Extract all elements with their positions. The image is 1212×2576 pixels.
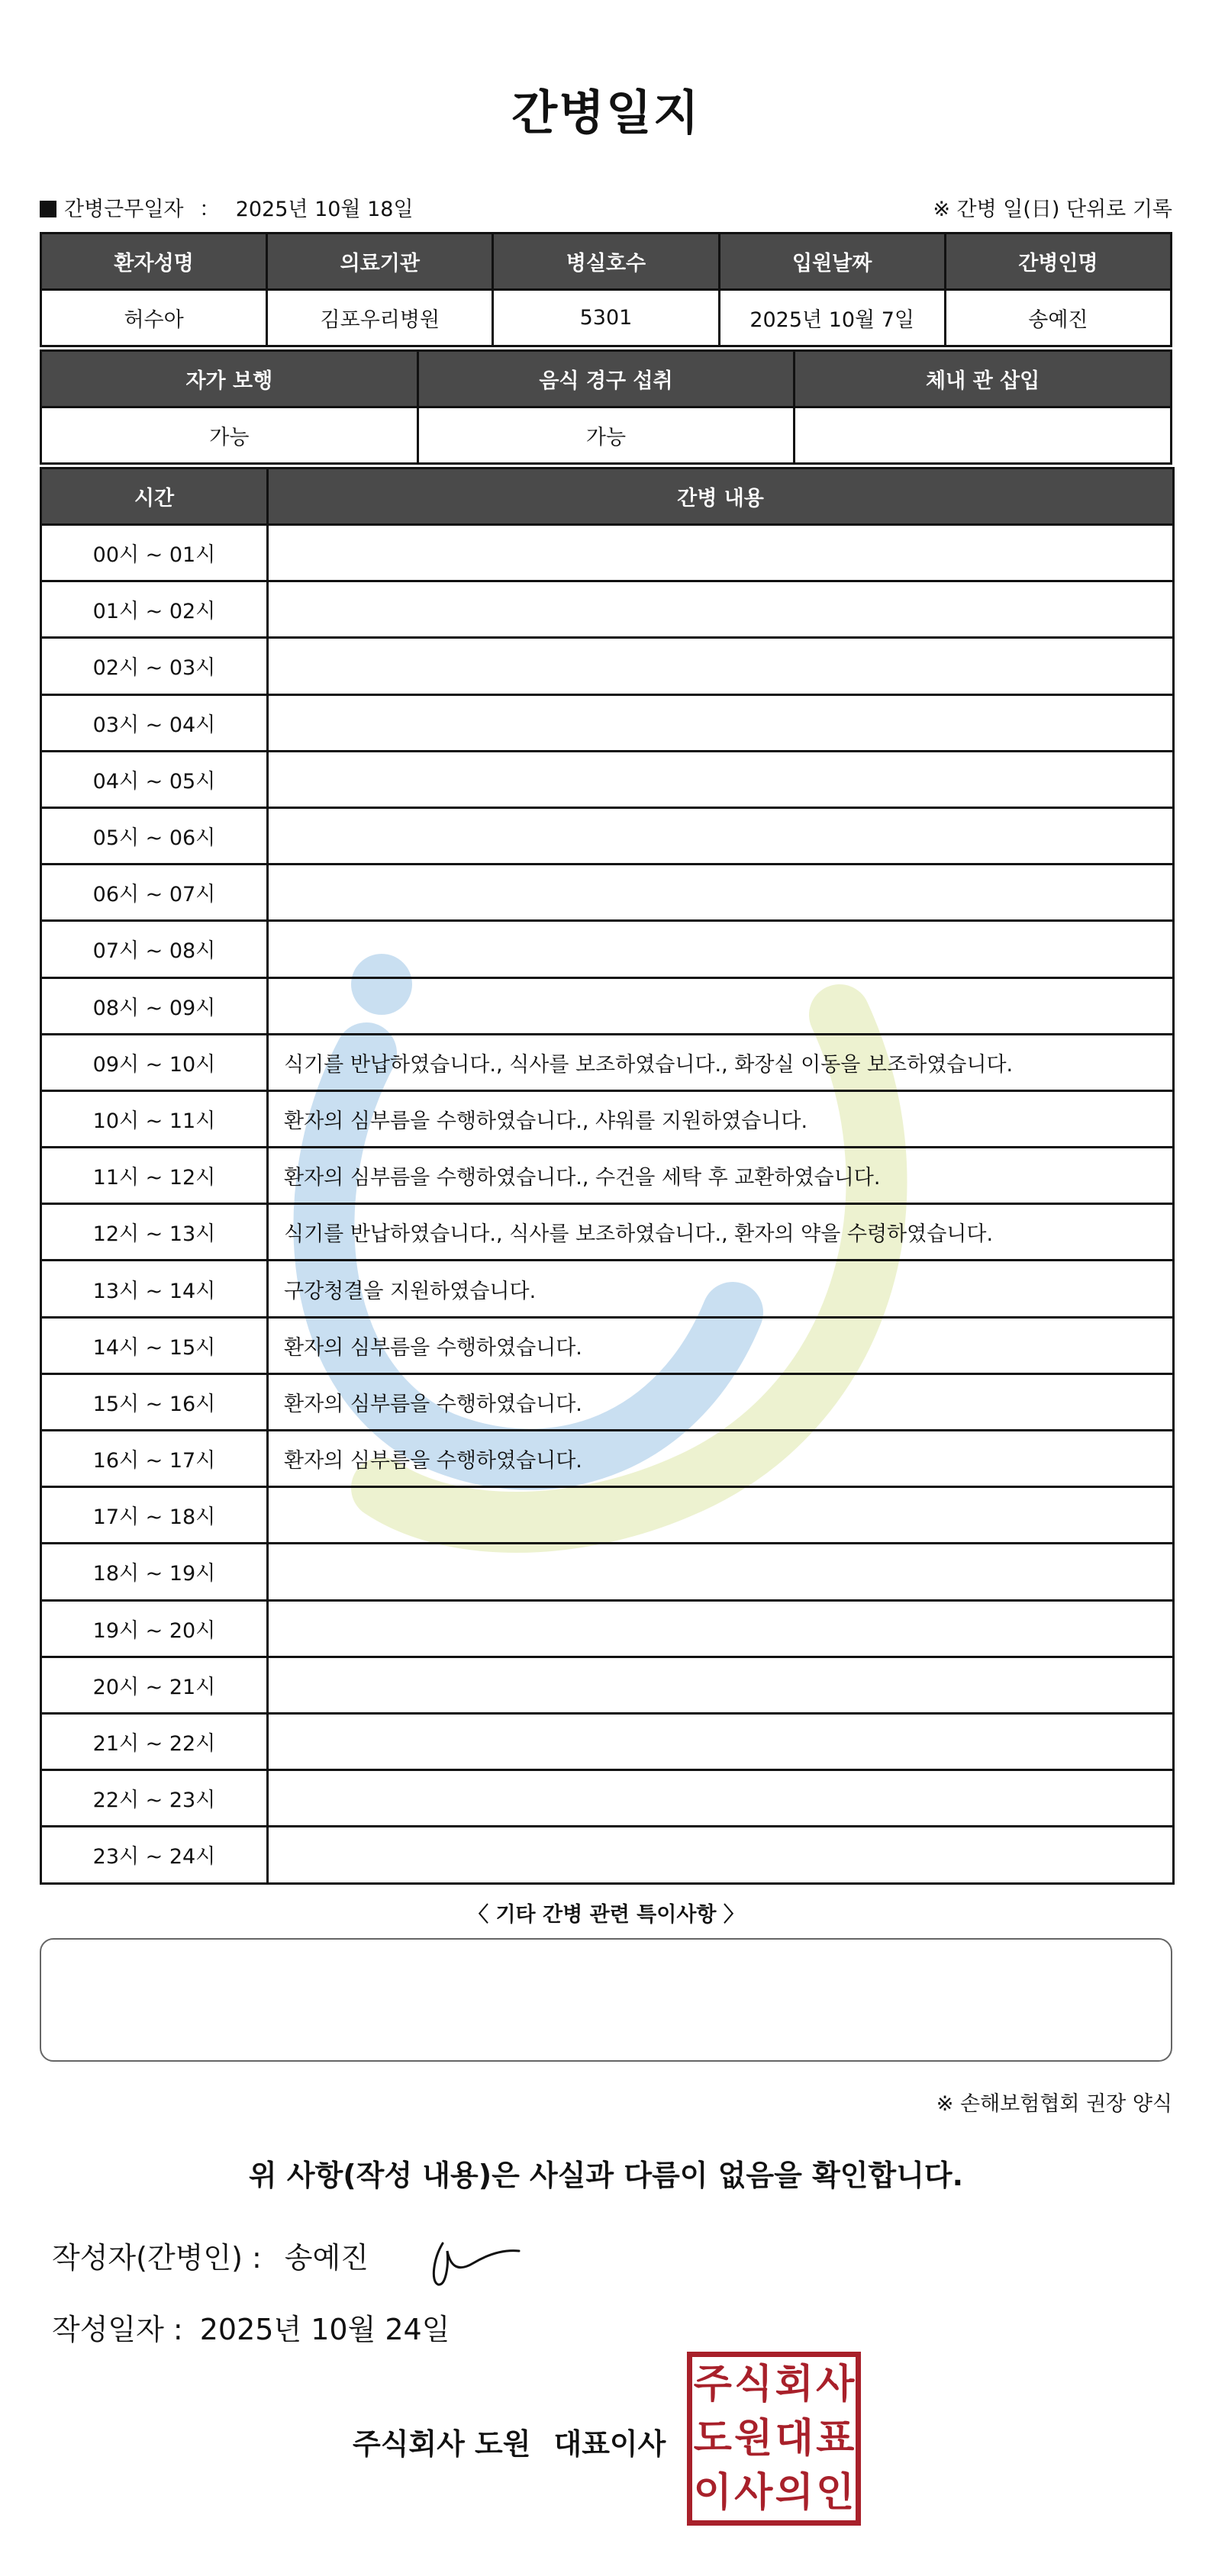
log-time: 23시 ~ 24시 xyxy=(41,1827,268,1883)
log-time: 01시 ~ 02시 xyxy=(41,581,268,638)
log-content: 환자의 심부름을 수행하였습니다., 수건을 세탁 후 교환하였습니다. xyxy=(268,1148,1174,1204)
log-content: 환자의 심부름을 수행하였습니다. xyxy=(268,1431,1174,1487)
header-time: 시간 xyxy=(41,469,268,525)
log-content xyxy=(268,1487,1174,1544)
log-row xyxy=(41,1657,1174,1713)
self-walking-value: 가능 xyxy=(41,407,418,464)
seal-glyph: 사 xyxy=(734,2470,773,2516)
company-seal xyxy=(687,2352,861,2526)
log-time: 11시 ~ 12시 xyxy=(41,1148,268,1204)
log-content xyxy=(268,1657,1174,1713)
work-date-value: 2025년 10월 18일 xyxy=(235,198,414,221)
square-bullet-icon xyxy=(40,201,56,217)
page-title: 간병일지 xyxy=(511,85,701,140)
ability-table xyxy=(40,349,1172,465)
header-oral-intake: 음식 경구 섭취 xyxy=(417,351,795,407)
header-admission-date: 입원날짜 xyxy=(719,233,945,290)
write-date-line xyxy=(52,2306,450,2348)
log-row xyxy=(41,751,1174,807)
log-content: 환자의 심부름을 수행하였습니다. xyxy=(268,1373,1174,1430)
log-content xyxy=(268,1713,1174,1769)
seal-glyph: 이 xyxy=(693,2470,732,2516)
log-time: 02시 ~ 03시 xyxy=(41,638,268,694)
log-content: 구강청결을 지원하였습니다. xyxy=(268,1261,1174,1317)
log-content: 식기를 반납하였습니다., 식사를 보조하였습니다., 화장실 이동을 보조하였습니다. xyxy=(268,1034,1174,1090)
hourly-log-table xyxy=(40,467,1175,1885)
log-row xyxy=(41,1827,1174,1883)
tube-insertion-value xyxy=(795,407,1172,464)
patient-info-table xyxy=(40,232,1172,347)
log-content: 환자의 심부름을 수행하였습니다., 샤워를 지원하였습니다. xyxy=(268,1090,1174,1147)
header-institution: 의료기관 xyxy=(267,233,493,290)
company-name: 주식회사 도원 xyxy=(353,2427,531,2461)
patient-name: 허수아 xyxy=(41,290,267,346)
log-time: 16시 ~ 17시 xyxy=(41,1431,268,1487)
notes-box xyxy=(40,1938,1172,2062)
log-time: 03시 ~ 04시 xyxy=(41,694,268,751)
log-row xyxy=(41,1261,1174,1317)
log-content xyxy=(268,525,1174,581)
log-row xyxy=(41,694,1174,751)
header-tube-insertion: 체내 관 삽입 xyxy=(795,351,1172,407)
log-content xyxy=(268,751,1174,807)
log-content xyxy=(268,638,1174,694)
ability-header-row xyxy=(41,351,1172,407)
log-content: 식기를 반납하였습니다., 식사를 보조하였습니다., 환자의 약을 수령하였습니다. xyxy=(268,1204,1174,1261)
seal-glyph: 주 xyxy=(693,2361,732,2407)
seal-glyph: 식 xyxy=(734,2361,773,2407)
confirmation-statement: 위 사항(작성 내용)은 사실과 다름이 없음을 확인합니다. xyxy=(248,2159,964,2192)
log-row xyxy=(41,1148,1174,1204)
log-row xyxy=(41,525,1174,581)
writer-line xyxy=(52,2234,369,2276)
header-room: 병실호수 xyxy=(493,233,719,290)
room-number: 5301 xyxy=(493,290,719,346)
ability-value-row xyxy=(41,407,1172,464)
log-row xyxy=(41,977,1174,1034)
log-row xyxy=(41,1487,1174,1544)
log-time: 13시 ~ 14시 xyxy=(41,1261,268,1317)
log-row xyxy=(41,865,1174,921)
writer-name: 송예진 xyxy=(284,2241,369,2275)
log-row xyxy=(41,1204,1174,1261)
company-line xyxy=(353,2420,666,2462)
log-content xyxy=(268,807,1174,864)
log-header-row xyxy=(41,469,1174,525)
notes-label: 〈 기타 간병 관련 특이사항 〉 xyxy=(468,1903,744,1927)
log-content xyxy=(268,865,1174,921)
work-date-separator: ： xyxy=(199,198,221,221)
header-caregiver: 간병인명 xyxy=(945,233,1171,290)
log-time: 20시 ~ 21시 xyxy=(41,1657,268,1713)
log-time: 21시 ~ 22시 xyxy=(41,1713,268,1769)
daily-note: ※ 간병 일(日) 단위로 기록 xyxy=(933,198,1172,221)
log-row xyxy=(41,1713,1174,1769)
caregiver-name: 송예진 xyxy=(945,290,1171,346)
admission-date: 2025년 10월 7일 xyxy=(719,290,945,346)
log-content: 환자의 심부름을 수행하였습니다. xyxy=(268,1317,1174,1373)
log-content xyxy=(268,977,1174,1034)
log-row xyxy=(41,581,1174,638)
header-patient-name: 환자성명 xyxy=(41,233,267,290)
writer-label: 작성자(간병인) : xyxy=(52,2241,262,2275)
log-time: 10시 ~ 11시 xyxy=(41,1090,268,1147)
seal-glyph: 회 xyxy=(775,2361,814,2407)
log-row xyxy=(41,1034,1174,1090)
log-time: 18시 ~ 19시 xyxy=(41,1544,268,1600)
seal-glyph: 도 xyxy=(693,2415,732,2462)
log-row xyxy=(41,1544,1174,1600)
seal-glyph: 의 xyxy=(775,2470,814,2516)
log-time: 14시 ~ 15시 xyxy=(41,1317,268,1373)
log-row xyxy=(41,1770,1174,1827)
log-row xyxy=(41,1431,1174,1487)
log-content xyxy=(268,921,1174,977)
log-time: 22시 ~ 23시 xyxy=(41,1770,268,1827)
handwritten-signature xyxy=(427,2228,527,2289)
log-row xyxy=(41,921,1174,977)
seal-glyph: 원 xyxy=(734,2415,773,2462)
log-time: 00시 ~ 01시 xyxy=(41,525,268,581)
log-time: 19시 ~ 20시 xyxy=(41,1600,268,1657)
log-time: 12시 ~ 13시 xyxy=(41,1204,268,1261)
work-date-label: 간병근무일자 xyxy=(64,198,184,221)
log-time: 15시 ~ 16시 xyxy=(41,1373,268,1430)
log-content xyxy=(268,1600,1174,1657)
seal-glyph: 인 xyxy=(816,2470,855,2516)
log-time: 04시 ~ 05시 xyxy=(41,751,268,807)
log-row xyxy=(41,638,1174,694)
log-content xyxy=(268,1544,1174,1600)
form-footnote: ※ 손해보험협회 권장 양식 xyxy=(936,2092,1172,2116)
seal-glyph: 사 xyxy=(816,2361,855,2407)
log-time: 09시 ~ 10시 xyxy=(41,1034,268,1090)
log-row xyxy=(41,1600,1174,1657)
log-content xyxy=(268,694,1174,751)
seal-glyph: 대 xyxy=(775,2415,814,2462)
log-row xyxy=(41,1317,1174,1373)
log-row xyxy=(41,807,1174,864)
log-row xyxy=(41,1373,1174,1430)
write-date-value: 2025년 10월 24일 xyxy=(199,2313,450,2346)
work-date-line xyxy=(40,192,414,222)
log-content xyxy=(268,1827,1174,1883)
oral-intake-value: 가능 xyxy=(417,407,795,464)
write-date-label: 작성일자 : xyxy=(52,2313,183,2346)
log-content xyxy=(268,1770,1174,1827)
log-time: 07시 ~ 08시 xyxy=(41,921,268,977)
log-time: 08시 ~ 09시 xyxy=(41,977,268,1034)
log-row xyxy=(41,1090,1174,1147)
log-body xyxy=(41,525,1174,1884)
log-time: 05시 ~ 06시 xyxy=(41,807,268,864)
patient-info-value-row xyxy=(41,290,1172,346)
header-content: 간병 내용 xyxy=(268,469,1174,525)
log-time: 06시 ~ 07시 xyxy=(41,865,268,921)
representative-title: 대표이사 xyxy=(553,2427,666,2461)
log-content xyxy=(268,581,1174,638)
log-time: 17시 ~ 18시 xyxy=(41,1487,268,1544)
institution: 김포우리병원 xyxy=(267,290,493,346)
header-self-walking: 자가 보행 xyxy=(41,351,418,407)
patient-info-header-row xyxy=(41,233,1172,290)
seal-glyph: 표 xyxy=(816,2415,855,2462)
